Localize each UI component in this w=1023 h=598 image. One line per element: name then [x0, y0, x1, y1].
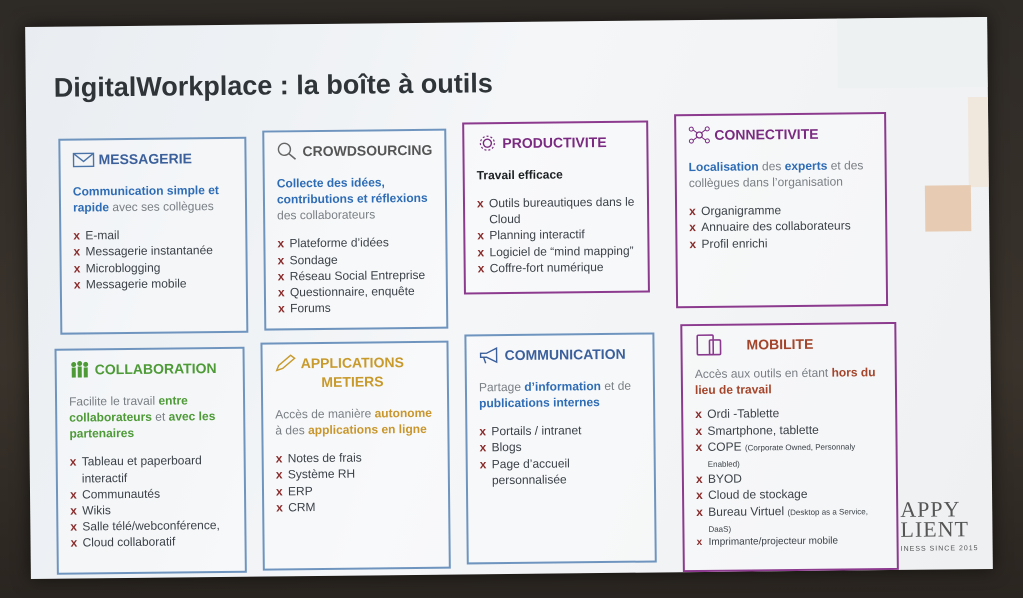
crowdsourcing-header: [276, 141, 432, 162]
decorative-image: [837, 17, 988, 89]
box-crowdsourcing: [262, 129, 448, 331]
desc-part: entre collaborateurs: [69, 393, 188, 425]
item-note: (Corporate Owned, Personnaly Enabled): [707, 442, 856, 469]
mobilite-list: [695, 404, 884, 549]
desc-part: Collecte des idées, contributions et réflexions: [276, 175, 428, 207]
desc-part: Accès aux outils en étant: [694, 365, 832, 382]
gear-icon: [476, 135, 498, 153]
happy-client-logo: [900, 496, 979, 560]
list-item: x Messagerie instantanée: [73, 242, 233, 260]
desc-part: et: [151, 409, 169, 424]
productivite-title: PRODUCTIVITE: [502, 133, 607, 152]
list-item: x Annuaire des collaborateurs: [689, 218, 873, 236]
mobilite-header: [694, 332, 882, 356]
list-item: x Système RH: [276, 465, 436, 483]
list-item: x Smartphone, tablette: [695, 421, 883, 439]
desc-part: experts: [784, 158, 828, 173]
list-item: x Plateforme d’idées: [277, 234, 433, 252]
list-item: x Imprimante/projecteur mobile: [697, 534, 885, 549]
applications-title: [301, 353, 405, 392]
list-item: x Sondage: [278, 250, 434, 268]
devices-icon: [694, 334, 724, 356]
list-item: x Communautés: [70, 485, 232, 503]
list-item: x Coffre-fort numérique: [478, 259, 636, 277]
messagerie-title: MESSAGERIE: [98, 150, 192, 168]
applications-list: [276, 449, 437, 515]
communication-description: [479, 378, 641, 412]
productivite-list: [477, 194, 636, 277]
desc-part: Accès de manière: [275, 406, 375, 422]
crowdsourcing-title: CROWDSOURCING: [302, 141, 433, 160]
messagerie-list: [73, 226, 234, 292]
logo-line: APPY: [900, 496, 961, 522]
list-item: x Cloud collaboratif: [70, 533, 232, 551]
decorative-square: [925, 185, 971, 231]
desc-part: applications en ligne: [308, 421, 427, 438]
list-item: x Réseau Social Entreprise: [278, 267, 434, 285]
crowdsourcing-description: [277, 174, 434, 224]
item-text: Bureau Virtuel: [708, 503, 785, 519]
desc-part: Travail efficace: [476, 167, 563, 183]
collaboration-header: [69, 359, 231, 380]
list-item: x Profil enrichi: [689, 234, 873, 252]
list-item: x Wikis: [70, 501, 232, 519]
list-item: x Salle télé/webconférence,: [70, 517, 232, 535]
slide-title: DigitalWorkplace : la boîte à outils: [53, 68, 494, 103]
list-item: x CRM: [276, 497, 436, 515]
desc-part: à des: [275, 423, 309, 438]
envelope-icon: [72, 151, 94, 169]
collaboration-list: [70, 452, 233, 551]
desc-part: et de: [600, 378, 632, 393]
box-productivite: [462, 121, 650, 295]
box-mobilite: [680, 322, 899, 572]
decorative-image: [968, 97, 989, 187]
box-connectivite: [674, 112, 888, 308]
desc-part: Partage: [478, 379, 525, 395]
list-item: [695, 437, 883, 471]
connectivite-header: [688, 124, 872, 145]
communication-header: [479, 345, 641, 366]
desc-part: Communication simple et rapide: [72, 182, 219, 215]
collaboration-description: [69, 392, 231, 442]
desc-part: avec les partenaires: [69, 409, 216, 441]
pencil-icon: [275, 354, 297, 372]
list-item: x Forums: [278, 299, 434, 317]
item-note: (Desktop as a Service, DaaS): [708, 506, 868, 534]
list-item: x Questionnaire, enquête: [278, 283, 434, 301]
list-item: x Messagerie mobile: [74, 275, 234, 293]
list-item: x BYOD: [696, 469, 884, 487]
connectivite-list: [689, 201, 873, 251]
desc-part: d’information: [524, 378, 602, 394]
box-messagerie: [58, 137, 248, 335]
messagerie-description: [73, 182, 233, 216]
desc-part: avec ses collègues: [108, 199, 214, 215]
mobilite-description: [695, 364, 883, 398]
productivite-header: [476, 133, 634, 154]
desc-part: et des collègues dans l’organisation: [688, 158, 864, 191]
applications-description: [275, 405, 435, 439]
box-applications: [260, 341, 450, 571]
list-item: x E-mail: [73, 226, 233, 244]
mobilite-title: MOBILITE: [746, 335, 814, 353]
connectivite-description: [689, 157, 873, 191]
communication-list: [479, 422, 642, 488]
title-line: APPLICATIONS: [300, 354, 404, 372]
list-item: x Cloud de stockage: [696, 485, 884, 503]
people-icon: [69, 361, 91, 379]
logo-line: LIENT: [900, 516, 970, 542]
connectivite-title: CONNECTIVITE: [714, 125, 819, 143]
list-item: x Notes de frais: [276, 449, 436, 467]
desc-part: autonome: [374, 405, 433, 421]
messagerie-header: [72, 149, 232, 170]
list-item: x Ordi -Tablette: [695, 404, 883, 422]
list-item: x Logiciel de “mind mapping”: [477, 242, 635, 260]
collaboration-title: COLLABORATION: [94, 360, 217, 378]
list-item: x Tableau et paperboard interactif: [70, 452, 232, 486]
magnifier-icon: [276, 143, 298, 161]
desc-part: Facilite le travail: [68, 393, 159, 409]
box-communication: [464, 332, 656, 564]
slide: [25, 17, 993, 579]
desc-part: des: [758, 158, 785, 174]
desc-part: des collaborateurs: [277, 207, 376, 223]
list-item: x Organigramme: [689, 201, 873, 219]
network-icon: [688, 126, 710, 144]
box-collaboration: [55, 347, 247, 575]
list-item: x Portails / intranet: [479, 422, 641, 440]
desc-part: publications internes: [479, 395, 600, 411]
logo-tagline: INESS SINCE 2015: [900, 545, 979, 553]
desc-part: Localisation: [688, 159, 759, 175]
item-text: COPE: [707, 439, 742, 454]
megaphone-icon: [479, 347, 501, 365]
list-item: x Outils bureautiques dans le Cloud: [477, 194, 635, 228]
productivite-description: [477, 166, 635, 184]
applications-header: [275, 353, 435, 392]
list-item: x Planning interactif: [477, 226, 635, 244]
title-line: METIERS: [321, 373, 384, 390]
list-item: x Blogs: [479, 438, 641, 456]
communication-title: COMMUNICATION: [504, 345, 626, 364]
desc-part: hors du lieu de travail: [694, 365, 876, 398]
list-item: x ERP: [276, 481, 436, 499]
list-item: [696, 502, 884, 536]
list-item: x Microblogging: [74, 259, 234, 277]
crowdsourcing-list: [277, 234, 434, 317]
list-item: x Page d’accueil personnalisée: [480, 454, 642, 488]
